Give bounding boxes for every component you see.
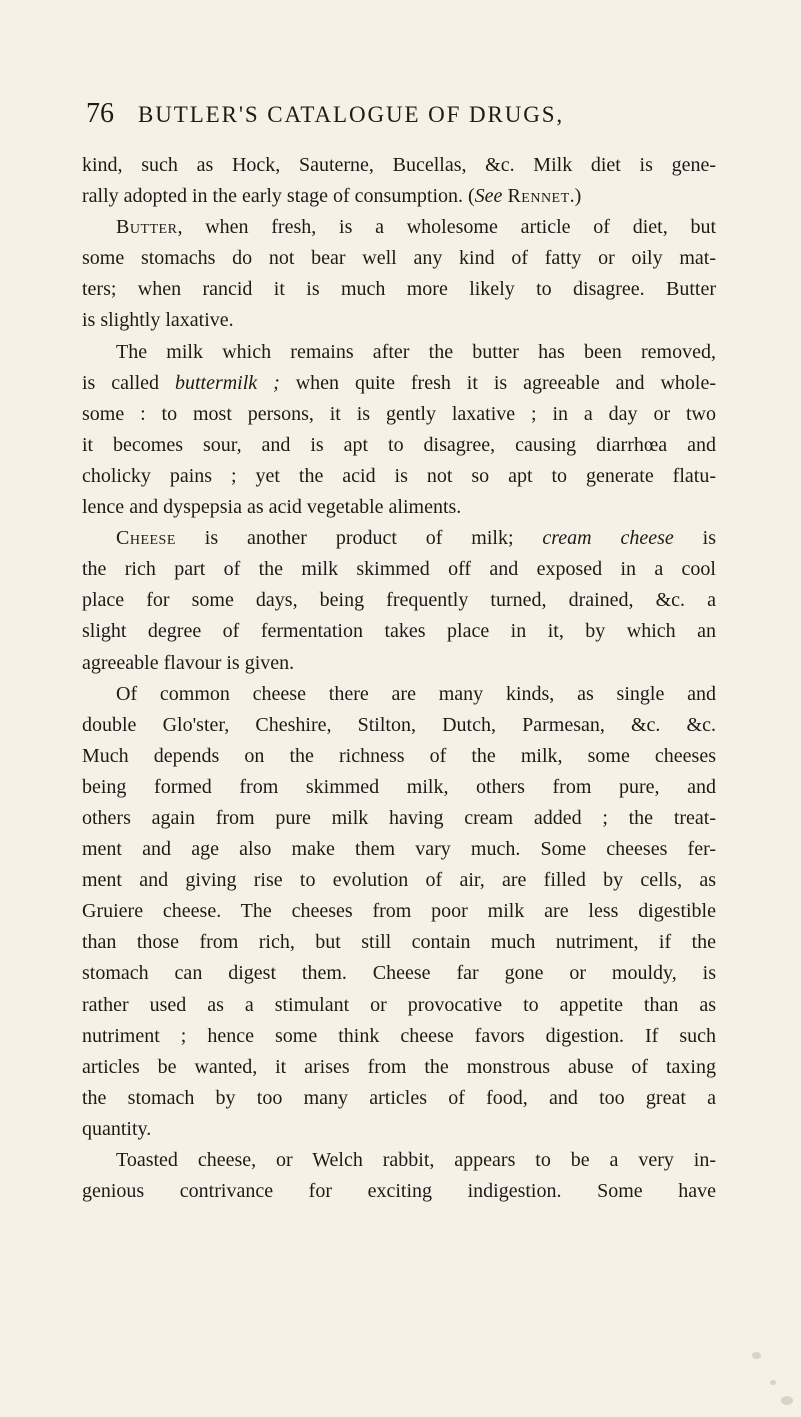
text-segment: Gruiere cheese. The cheeses from poor milk are less digestible xyxy=(82,900,716,923)
text-line xyxy=(82,337,716,368)
text-segment: buttermilk ; xyxy=(174,371,280,394)
text-segment: Toasted cheese, or Welch rabbit, appears to be a very in- xyxy=(116,1149,716,1171)
text-segment: double Glo'ster, Cheshire, Stilton, Dutch, Parmesan, &c. &c. xyxy=(82,713,716,736)
text-line xyxy=(82,1114,716,1145)
text-segment: Much depends on the richness of the milk, some cheeses xyxy=(82,744,716,767)
text-segment: .) xyxy=(569,185,582,208)
text-segment: agreeable flavour is given. xyxy=(82,651,295,674)
text-segment: rather used as a stimulant or provocative to appetite than as xyxy=(82,993,716,1016)
paper-speck xyxy=(781,1396,793,1405)
text-segment: rally adopted in the early stage of consumption. ( xyxy=(82,185,475,208)
text-segment: kind, such as Hock, Sauterne, Bucellas, &c. Milk diet is gene- xyxy=(82,154,716,176)
text-segment: stomach can digest them. Cheese far gone or mouldy, is xyxy=(82,962,716,985)
text-line xyxy=(82,834,716,865)
text-line xyxy=(82,274,716,305)
text-segment: Rennet xyxy=(507,185,570,208)
text-segment: ment and giving rise to evolution of air, are filled by cells, as xyxy=(82,869,716,892)
text-segment: ters; when rancid it is much more likely to disagree. Butter xyxy=(82,278,716,301)
text-line xyxy=(82,181,716,212)
text-line xyxy=(82,990,716,1021)
text-line xyxy=(82,772,716,803)
text-line xyxy=(82,710,716,741)
text-line xyxy=(82,1176,716,1207)
text-line xyxy=(82,896,716,927)
text-line xyxy=(82,1083,716,1114)
text-segment: when quite fresh it is agreeable and whole- xyxy=(279,371,716,394)
text-line xyxy=(82,461,716,492)
text-line xyxy=(82,430,716,461)
paper-speck xyxy=(770,1380,776,1385)
text-segment: cholicky pains ; yet the acid is not so apt to generate flatu- xyxy=(82,464,716,487)
body-text xyxy=(82,150,716,1207)
text-line xyxy=(82,958,716,989)
text-segment: than those from rich, but still contain much nutriment, if the xyxy=(82,931,716,954)
text-segment: is another product of milk; xyxy=(175,527,543,550)
text-segment: nutriment ; hence some think cheese favors digestion. If such xyxy=(82,1024,716,1047)
text-segment: is slightly laxative. xyxy=(82,309,234,332)
text-segment: is xyxy=(673,527,716,550)
page-number: 76 xyxy=(86,98,114,129)
text-line xyxy=(82,1052,716,1083)
text-line xyxy=(82,648,716,679)
text-line xyxy=(82,399,716,430)
text-line xyxy=(82,368,716,399)
text-segment: the rich part of the milk skimmed off and exposed in a cool xyxy=(82,558,716,581)
text-segment: Butter xyxy=(116,216,178,239)
text-segment: is called xyxy=(82,371,175,394)
text-segment: quantity. xyxy=(82,1117,152,1140)
running-head: BUTLER'S CATALOGUE OF DRUGS, xyxy=(138,102,565,127)
text-line xyxy=(82,927,716,958)
text-segment: The milk which remains after the butter has been removed, xyxy=(116,340,716,363)
text-line xyxy=(82,803,716,834)
text-line xyxy=(82,865,716,896)
text-segment: slight degree of fermentation takes place in it, by which an xyxy=(82,620,716,643)
text-line xyxy=(82,1145,716,1176)
text-segment: place for some days, being frequently turned, drained, &c. a xyxy=(82,589,716,612)
text-line xyxy=(82,492,716,523)
text-line xyxy=(82,554,716,585)
text-segment: ment and age also make them vary much. Some cheeses fer- xyxy=(82,838,716,861)
text-segment: the stomach by too many articles of food, and too great a xyxy=(82,1086,716,1109)
text-line xyxy=(82,150,716,181)
text-line xyxy=(82,585,716,616)
text-segment: articles be wanted, it arises from the monstrous abuse of taxing xyxy=(82,1055,716,1078)
text-segment: lence and dyspepsia as acid vegetable aliments. xyxy=(82,496,462,519)
text-line xyxy=(82,212,716,243)
text-segment: Of common cheese there are many kinds, as single and xyxy=(116,682,716,705)
text-segment: some stomachs do not bear well any kind of fatty or oily mat- xyxy=(82,247,716,270)
text-segment: others again from pure milk having cream added ; the treat- xyxy=(82,806,716,829)
text-segment: , when fresh, is a wholesome article of diet, but xyxy=(177,216,716,239)
text-segment: being formed from skimmed milk, others from pure, and xyxy=(82,775,716,798)
text-segment: Cheese xyxy=(116,527,176,550)
page-header xyxy=(86,98,726,144)
text-line xyxy=(82,243,716,274)
text-segment: See xyxy=(474,185,503,208)
text-line xyxy=(82,1021,716,1052)
text-segment: it becomes sour, and is apt to disagree, causing diarrhœa and xyxy=(82,433,716,456)
text-line xyxy=(82,523,716,554)
text-line xyxy=(82,679,716,710)
text-segment: some : to most persons, it is gently laxative ; in a day or two xyxy=(82,402,716,425)
text-line xyxy=(82,616,716,647)
text-line xyxy=(82,305,716,336)
text-segment: genious contrivance for exciting indigestion. Some have xyxy=(82,1180,716,1203)
paper-speck xyxy=(752,1352,761,1359)
text-segment: cream cheese xyxy=(542,527,674,550)
text-line xyxy=(82,741,716,772)
